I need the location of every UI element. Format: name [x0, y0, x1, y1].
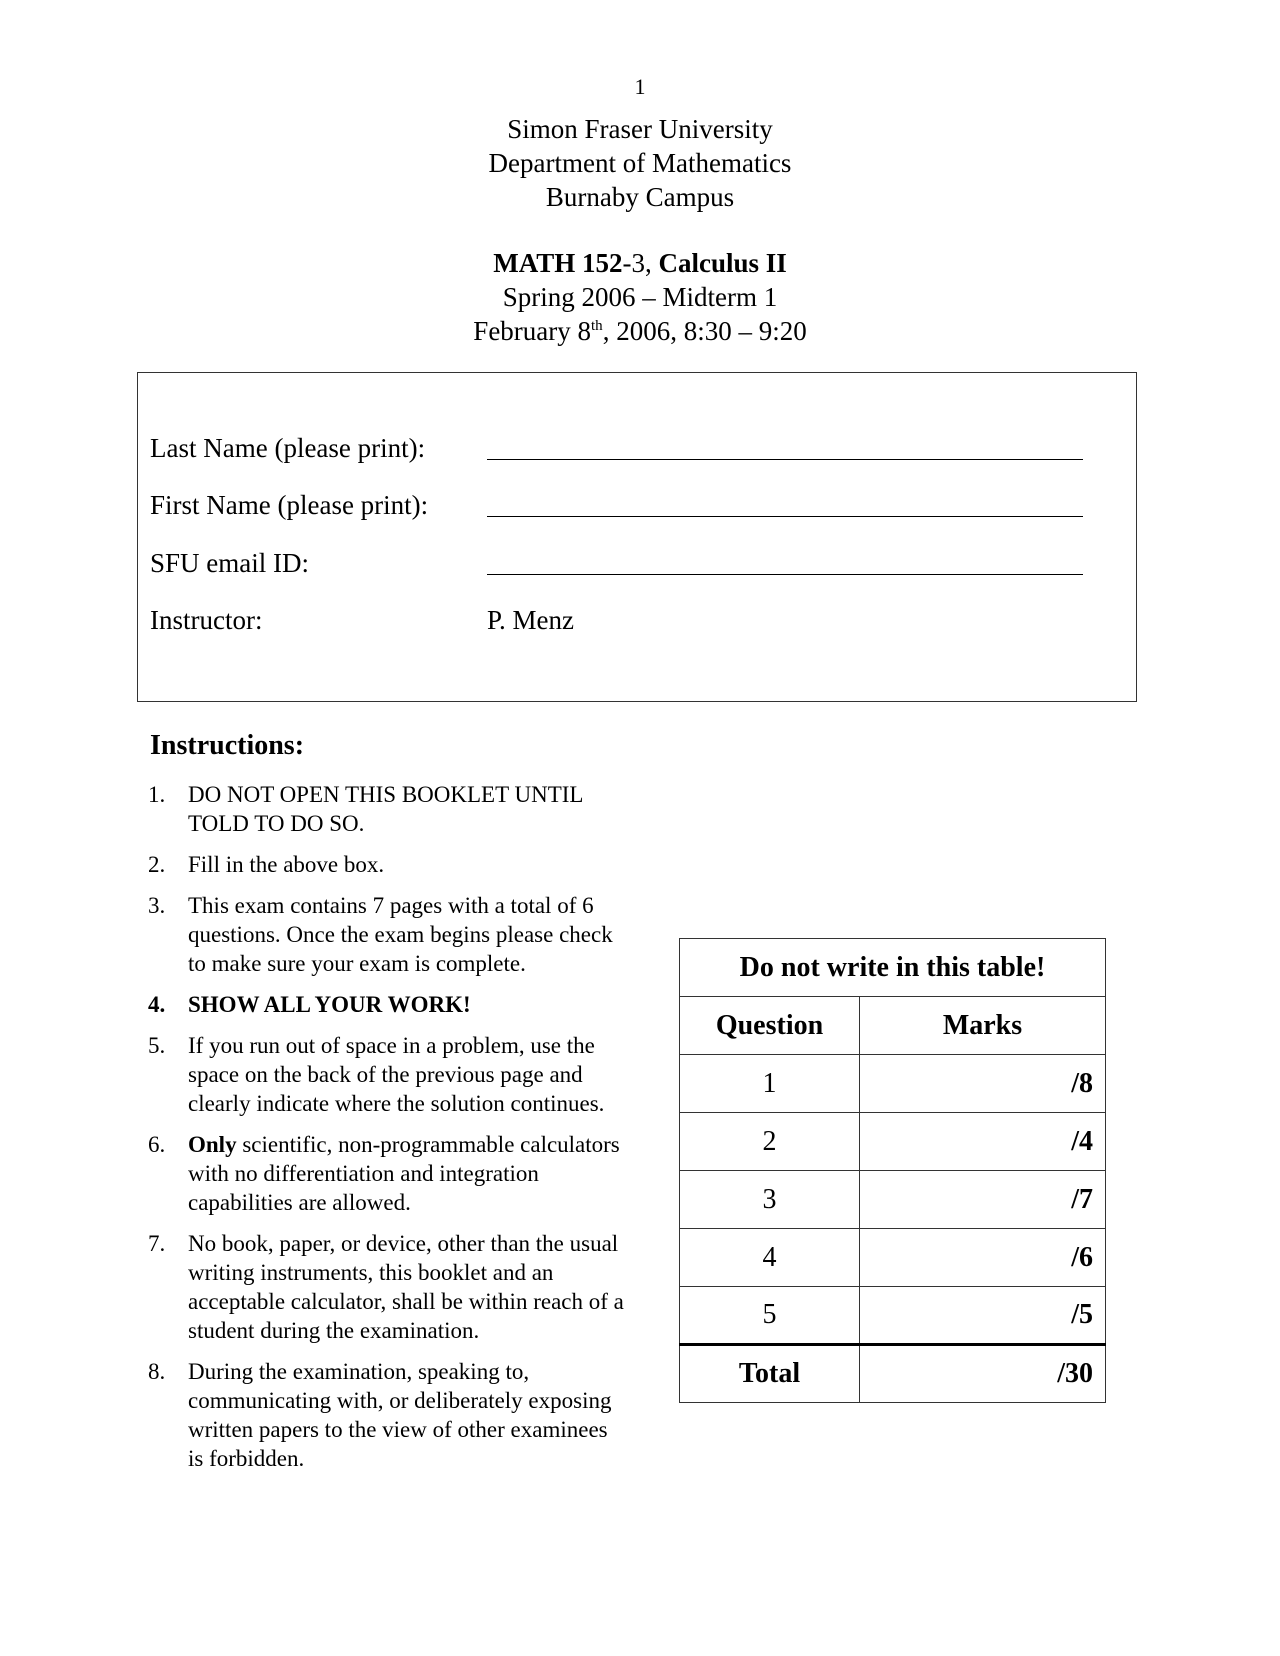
- exam-header: [0, 112, 1280, 214]
- item-number: 5.: [148, 1033, 166, 1058]
- list-item: [148, 1357, 628, 1473]
- instructor-label: Instructor:: [150, 605, 263, 635]
- question-cell: 3: [680, 1171, 860, 1229]
- item-number: 1.: [148, 782, 166, 807]
- list-item: [148, 891, 628, 978]
- marks-cell: /8: [860, 1055, 1106, 1113]
- first-name-label: First Name (please print):: [150, 490, 429, 520]
- marks-cell: /4: [860, 1113, 1106, 1171]
- item-number: 7.: [148, 1231, 166, 1256]
- table-row: [680, 1287, 1106, 1345]
- email-line[interactable]: [487, 574, 1083, 575]
- item-text: This exam contains 7 pages with a total of 6 questions. Once the exam begins please check to make sure your exam is complete.: [188, 893, 613, 976]
- student-id-box: [137, 372, 1137, 702]
- marks-cell: /7: [860, 1171, 1106, 1229]
- department-name: Department of Mathematics: [488, 148, 792, 178]
- question-cell: 1: [680, 1055, 860, 1113]
- table-row: [680, 1229, 1106, 1287]
- item-text: Fill in the above box.: [188, 852, 385, 877]
- course-title: [0, 246, 1280, 280]
- item-text: DO NOT OPEN THIS BOOKLET UNTIL TOLD TO DO SO.: [188, 782, 583, 836]
- course-name: Calculus II: [658, 248, 787, 278]
- item-text: No book, paper, or device, other than the usual writing instruments, this booklet and an acceptable calculator, shall be within reach of a student during the examination.: [188, 1231, 624, 1343]
- question-cell: 5: [680, 1287, 860, 1345]
- item-text: During the examination, speaking to, communicating with, or deliberately exposing written papers to the view of other examinees is forbidden.: [188, 1359, 612, 1471]
- instructions-title: Instructions:: [150, 730, 305, 761]
- university-name: Simon Fraser University: [507, 114, 773, 144]
- course-info: [0, 246, 1280, 348]
- last-name-line[interactable]: [487, 459, 1083, 460]
- marks-cell: /5: [860, 1287, 1106, 1345]
- column-header-marks: Marks: [860, 997, 1106, 1055]
- question-cell: 4: [680, 1229, 860, 1287]
- item-text: scientific, non-programmable calculators with no differentiation and integration capabilities are allowed.: [188, 1132, 620, 1215]
- course-code: MATH 152: [493, 248, 623, 278]
- item-number: 3.: [148, 893, 166, 918]
- item-number: 6.: [148, 1132, 166, 1157]
- course-suffix: -3,: [622, 248, 659, 278]
- item-text: If you run out of space in a problem, use the space on the back of the previous page and clearly indicate where the solution continues.: [188, 1033, 605, 1116]
- campus-name: Burnaby Campus: [545, 182, 735, 212]
- column-header-question: Question: [680, 997, 860, 1055]
- table-header-row: [680, 997, 1106, 1055]
- course-term: Spring 2006 – Midterm 1: [502, 282, 778, 312]
- exam-date: [0, 314, 1280, 348]
- total-label: Total: [680, 1345, 860, 1403]
- list-item: [148, 780, 628, 838]
- list-item: [148, 1130, 628, 1217]
- marks-cell: /6: [860, 1229, 1106, 1287]
- table-row: [680, 1055, 1106, 1113]
- list-item: [148, 850, 628, 879]
- total-row: [680, 1345, 1106, 1403]
- list-item: [148, 1229, 628, 1345]
- item-number: 8.: [148, 1359, 166, 1384]
- table-row: [680, 1171, 1106, 1229]
- item-number: 2.: [148, 852, 166, 877]
- item-bold-text: Only: [188, 1132, 237, 1157]
- marks-table: [679, 938, 1106, 1403]
- email-label: SFU email ID:: [150, 548, 309, 578]
- instructions-list: [148, 780, 628, 1485]
- item-number: 4.: [148, 992, 166, 1017]
- question-cell: 2: [680, 1113, 860, 1171]
- table-title-row: [680, 939, 1106, 997]
- date-superscript: th: [591, 318, 603, 334]
- page-number: 1: [634, 74, 646, 99]
- list-item: [148, 1031, 628, 1118]
- last-name-label: Last Name (please print):: [150, 433, 426, 463]
- total-marks: /30: [860, 1345, 1106, 1403]
- table-title: Do not write in this table!: [680, 939, 1106, 997]
- date-suffix: , 2006, 8:30 – 9:20: [602, 316, 807, 346]
- table-row: [680, 1113, 1106, 1171]
- first-name-line[interactable]: [487, 516, 1083, 517]
- item-text: SHOW ALL YOUR WORK!: [188, 992, 471, 1017]
- date-prefix: February 8: [473, 316, 592, 346]
- list-item: [148, 990, 628, 1019]
- instructor-value: P. Menz: [487, 605, 574, 635]
